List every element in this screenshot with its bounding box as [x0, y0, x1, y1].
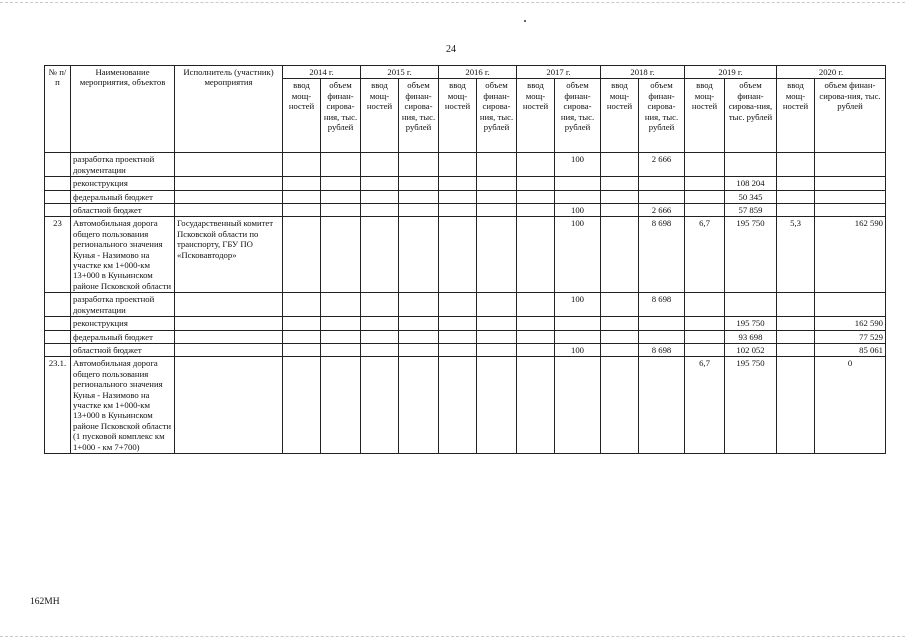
- cell-2018-funding: 2 666: [639, 153, 685, 177]
- cell-2019-funding: 108 204: [725, 177, 777, 190]
- table-row: [45, 317, 886, 330]
- header-year-2015: 2015 г.: [361, 66, 439, 79]
- header-year-2017: 2017 г.: [517, 66, 601, 79]
- header-capacity-2015: ввод мощ-ностей: [361, 79, 399, 153]
- header-capacity-2020: ввод мощ-ностей: [777, 79, 815, 153]
- row-executor: [175, 177, 283, 190]
- table-row: [45, 293, 886, 317]
- table-row: [45, 204, 886, 217]
- cell-2019-funding: 50 345: [725, 190, 777, 203]
- header-funding-2015: объем финан-сирова-ния, тыс. рублей: [399, 79, 439, 153]
- header-year-2018: 2018 г.: [601, 66, 685, 79]
- row-executor: [175, 293, 283, 317]
- cell-2017-funding: 100: [555, 343, 601, 356]
- row-name: федеральный бюджет: [71, 330, 175, 343]
- table-row: [45, 190, 886, 203]
- table-row: [45, 153, 886, 177]
- header-funding-2018: объем финан-сирова-ния, тыс. рублей: [639, 79, 685, 153]
- row-number: [45, 293, 71, 317]
- header-year-2014: 2014 г.: [283, 66, 361, 79]
- page-top-rule: [0, 2, 905, 3]
- row-number: [45, 177, 71, 190]
- row-number: [45, 153, 71, 177]
- header-year-2019: 2019 г.: [685, 66, 777, 79]
- row-number: 23: [45, 217, 71, 293]
- header-capacity-2014: ввод мощ-ностей: [283, 79, 321, 153]
- cell-2018-funding: 2 666: [639, 204, 685, 217]
- cell-2017-funding: 100: [555, 293, 601, 317]
- header-funding-2014: объем финан-сирова-ния, тыс. рублей: [321, 79, 361, 153]
- header-funding-2017: объем финан-сирова-ния, тыс. рублей: [555, 79, 601, 153]
- row-executor: [175, 330, 283, 343]
- table-row: [45, 357, 886, 454]
- row-executor: Государственный комитет Псковской области по транспорту, ГБУ ПО «Псковавтодор»: [175, 217, 283, 293]
- header-row-years: [45, 66, 886, 79]
- header-funding-2016: объем финан-сирова-ния, тыс. рублей: [477, 79, 517, 153]
- footer-code: 162МН: [30, 597, 60, 607]
- cell-2020-funding: 85 061: [815, 343, 886, 356]
- row-executor: [175, 317, 283, 330]
- row-name: областной бюджет: [71, 343, 175, 356]
- header-name: Наименование мероприятия, объектов: [71, 66, 175, 153]
- cell-2019-funding: 195 750: [725, 357, 777, 454]
- cell-2019-capacity: 6,7: [685, 217, 725, 293]
- cell-2020-funding: 0: [815, 357, 886, 454]
- row-number: [45, 317, 71, 330]
- row-executor: [175, 343, 283, 356]
- table-row: [45, 343, 886, 356]
- row-executor: [175, 204, 283, 217]
- header-no: № п/п: [45, 66, 71, 153]
- row-executor: [175, 190, 283, 203]
- table-row: [45, 330, 886, 343]
- page-number: 24: [446, 44, 456, 55]
- header-year-2020: 2020 г.: [777, 66, 886, 79]
- table-row: [45, 177, 886, 190]
- row-number: [45, 204, 71, 217]
- cell-2019-funding: 93 698: [725, 330, 777, 343]
- cell-2019-funding: 195 750: [725, 217, 777, 293]
- header-capacity-2019: ввод мощ-ностей: [685, 79, 725, 153]
- row-executor: [175, 153, 283, 177]
- cell-2019-funding: 195 750: [725, 317, 777, 330]
- header-capacity-2018: ввод мощ-ностей: [601, 79, 639, 153]
- cell-2017-funding: 100: [555, 153, 601, 177]
- cell-2020-funding: 162 590: [815, 217, 886, 293]
- scan-dot: [524, 20, 526, 22]
- cell-2020-capacity: 5,3: [777, 217, 815, 293]
- page-bottom-rule: [0, 636, 905, 637]
- row-number: [45, 330, 71, 343]
- header-capacity-2017: ввод мощ-ностей: [517, 79, 555, 153]
- row-name: федеральный бюджет: [71, 190, 175, 203]
- row-name: реконструкция: [71, 317, 175, 330]
- cell-2019-funding: 57 859: [725, 204, 777, 217]
- row-name: областной бюджет: [71, 204, 175, 217]
- row-name: реконструкция: [71, 177, 175, 190]
- cell-2020-funding: 162 590: [815, 317, 886, 330]
- cell-2020-funding: 77 529: [815, 330, 886, 343]
- row-name: разработка проектной документации: [71, 293, 175, 317]
- header-capacity-2016: ввод мощ-ностей: [439, 79, 477, 153]
- table-row: [45, 217, 886, 293]
- row-name: разработка проектной документации: [71, 153, 175, 177]
- cell-2017-funding: 100: [555, 204, 601, 217]
- cell-2019-capacity: 6,7: [685, 357, 725, 454]
- row-number: [45, 190, 71, 203]
- row-name: Автомобильная дорога общего пользования регионального значения Кунья - Назимово на участке км 1+000-км 13+000 в Куньинском районе Псковской области (1 пусковой комплекс км 1+000 - км 7+700): [71, 357, 175, 454]
- cell-2017-funding: 100: [555, 217, 601, 293]
- cell-2018-funding: 8 698: [639, 343, 685, 356]
- header-funding-2020: объем финан-сирова-ния, тыс. рублей: [815, 79, 886, 153]
- cell-2018-funding: 8 698: [639, 293, 685, 317]
- cell-2018-funding: 8 698: [639, 217, 685, 293]
- row-executor: [175, 357, 283, 454]
- row-name: Автомобильная дорога общего пользования регионального значения Кунья - Назимово на участке км 1+000-км 13+000 в Куньинском районе Псковской области: [71, 217, 175, 293]
- header-funding-2019: объем финан-сирова-ния, тыс. рублей: [725, 79, 777, 153]
- row-number: [45, 343, 71, 356]
- row-number: 23.1.: [45, 357, 71, 454]
- header-executor: Исполнитель (участник) мероприятия: [175, 66, 283, 153]
- program-table: [44, 65, 886, 454]
- cell-2019-funding: 102 052: [725, 343, 777, 356]
- header-year-2016: 2016 г.: [439, 66, 517, 79]
